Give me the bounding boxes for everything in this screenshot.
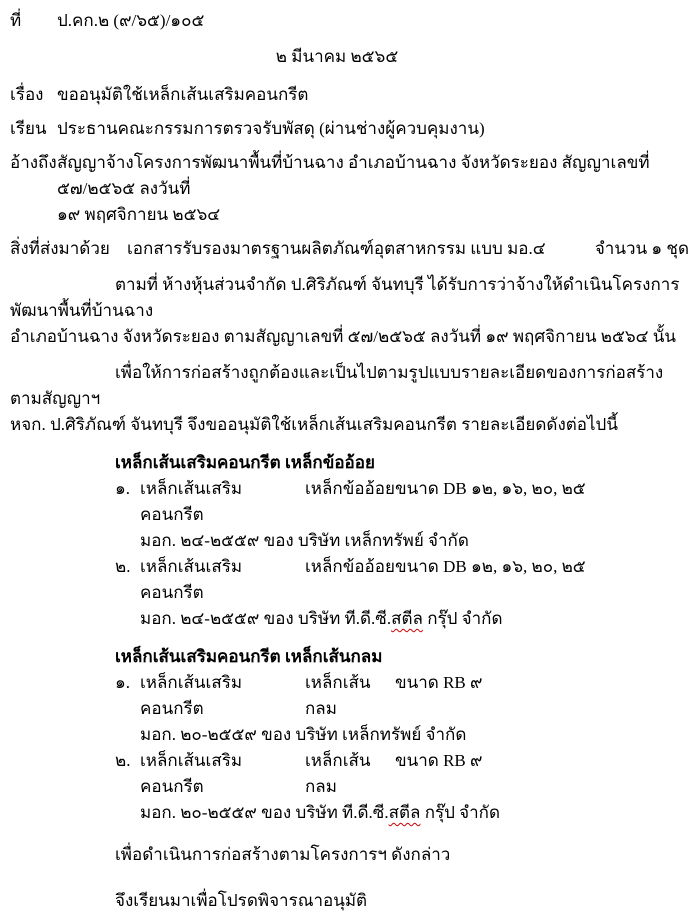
- paragraph-1-line1: ตามที่ ห้างหุ้นส่วนจำกัด ป.ศิริภัณฑ์ จันทบุรี ได้รับการว่าจ้างให้ดำเนินโครงการพัฒนาพื้นที่บ้านฉาง: [10, 275, 680, 320]
- ref-number: ป.คก.๒ (๙/๖๕)/๑๐๕: [57, 11, 205, 30]
- subject-label: เรื่อง: [10, 85, 44, 104]
- attachment-text: เอกสารรับรองมาตรฐานผลิตภัณฑ์อุตสาหกรรม แบบ มอ.๔: [127, 239, 546, 258]
- item-type: เหล็กเส้นกลม: [305, 673, 371, 718]
- list-item: [115, 554, 689, 606]
- item-size: ขนาด DB ๑๒, ๑๖, ๒๐, ๒๕: [395, 557, 586, 576]
- section-heading-round-bars: เหล็กเส้นเสริมคอนกรีต เหล็กเส้นกลม: [115, 647, 383, 666]
- item-size: ขนาด RB ๙: [395, 751, 483, 770]
- item-name: เหล็กเส้นเสริมคอนกรีต: [140, 479, 243, 524]
- item-size: ขนาด RB ๙: [395, 673, 483, 692]
- item-standard-text-tail: กรุ๊ป จำกัด: [420, 803, 500, 822]
- item-number: ๒.: [115, 751, 131, 770]
- reference-text: [57, 150, 689, 228]
- item-standard-line: [140, 722, 689, 748]
- closing-line-1: เพื่อดำเนินการก่อสร้างตามโครงการฯ ดังกล่าว: [115, 845, 451, 864]
- item-name: เหล็กเส้นเสริมคอนกรีต: [140, 751, 243, 796]
- item-type: เหล็กข้ออ้อย: [305, 557, 395, 576]
- to-label: เรียน: [10, 119, 47, 138]
- item-standard-line: [140, 606, 689, 632]
- misspelled-word[interactable]: สตีล: [391, 609, 423, 628]
- item-standard-line: [140, 528, 689, 554]
- paragraph-2-line2: หจก. ป.ศิริภัณฑ์ จันทบุรี จึงขออนุมัติใช้เหล็กเส้นเสริมคอนกรีต รายละเอียดดังต่อไปนี้: [10, 415, 618, 434]
- item-number: ๑.: [115, 479, 131, 498]
- paragraph-1: [10, 272, 689, 350]
- item-standard-text: มอก. ๒๐-๒๕๕๙ ของ บริษัท เหล็กทรัพย์ จำกัด: [140, 725, 467, 744]
- attachment-row: [10, 236, 689, 262]
- ref-number-row: [10, 8, 689, 34]
- document-date: ๒ มีนาคม ๒๕๖๕: [275, 47, 399, 66]
- item-name: เหล็กเส้นเสริมคอนกรีต: [140, 673, 243, 718]
- misspelled-word[interactable]: สตีล: [388, 803, 421, 822]
- list-item: [115, 476, 689, 528]
- item-number: ๑.: [115, 673, 131, 692]
- paragraph-1-line2: อำเภอบ้านฉาง จังหวัดระยอง ตามสัญญาเลขที่ ๕๗/๒๕๖๕ ลงวันที่ ๑๙ พฤศจิกายน ๒๕๖๔ นั้น: [10, 327, 676, 346]
- attachment-count: จำนวน ๑ ชุด: [594, 239, 689, 258]
- item-standard-text: มอก. ๒๔-๒๕๕๙ ของ บริษัท เหล็กทรัพย์ จำกัด: [140, 531, 469, 550]
- item-standard-text: มอก. ๒๔-๒๕๕๙ ของ บริษัท ที.ดี.ซี.: [140, 609, 392, 628]
- subject-text: ขออนุมัติใช้เหล็กเส้นเสริมคอนกรีต: [57, 85, 309, 104]
- list-item: [115, 748, 689, 800]
- subject-row: [10, 82, 689, 108]
- reference-line2: ๑๙ พฤศจิกายน ๒๕๖๔: [57, 205, 221, 224]
- paragraph-2: [10, 360, 689, 438]
- item-standard-text: มอก. ๒๐-๒๕๕๙ ของ บริษัท ที.ดี.ซี.: [140, 803, 389, 822]
- to-row: [10, 116, 689, 142]
- section-heading-deformed-bars: เหล็กเส้นเสริมคอนกรีต เหล็กข้ออ้อย: [115, 453, 375, 472]
- ref-label: ที่: [10, 11, 22, 30]
- closing-line-2: จึงเรียนมาเพื่อโปรดพิจารณาอนุมัติ: [115, 891, 368, 910]
- reference-line1: สัญญาจ้างโครงการพัฒนาพื้นที่บ้านฉาง อำเภอบ้านฉาง จังหวัดระยอง สัญญาเลขที่ ๕๗/๒๕๖๕ ลงวันที่: [57, 153, 650, 198]
- to-text: ประธานคณะกรรมการตรวจรับพัสดุ (ผ่านช่างผู้ควบคุมงาน): [57, 119, 485, 138]
- reference-row: [10, 150, 689, 228]
- item-standard-text-tail: กรุ๊ป จำกัด: [422, 609, 503, 628]
- item-type: เหล็กข้ออ้อย: [305, 479, 395, 498]
- item-name: เหล็กเส้นเสริมคอนกรีต: [140, 557, 243, 602]
- reference-label: อ้างถึง: [10, 153, 57, 172]
- item-size: ขนาด DB ๑๒, ๑๖, ๒๐, ๒๕: [395, 479, 586, 498]
- item-standard-line: [140, 800, 689, 826]
- paragraph-2-line1: เพื่อให้การก่อสร้างถูกต้องและเป็นไปตามรูปแบบรายละเอียดของการก่อสร้างตามสัญญาฯ: [10, 363, 664, 408]
- item-number: ๒.: [115, 557, 131, 576]
- attachment-label: สิ่งที่ส่งมาด้วย: [10, 239, 110, 258]
- list-item: [115, 670, 689, 722]
- item-type: เหล็กเส้นกลม: [305, 751, 371, 796]
